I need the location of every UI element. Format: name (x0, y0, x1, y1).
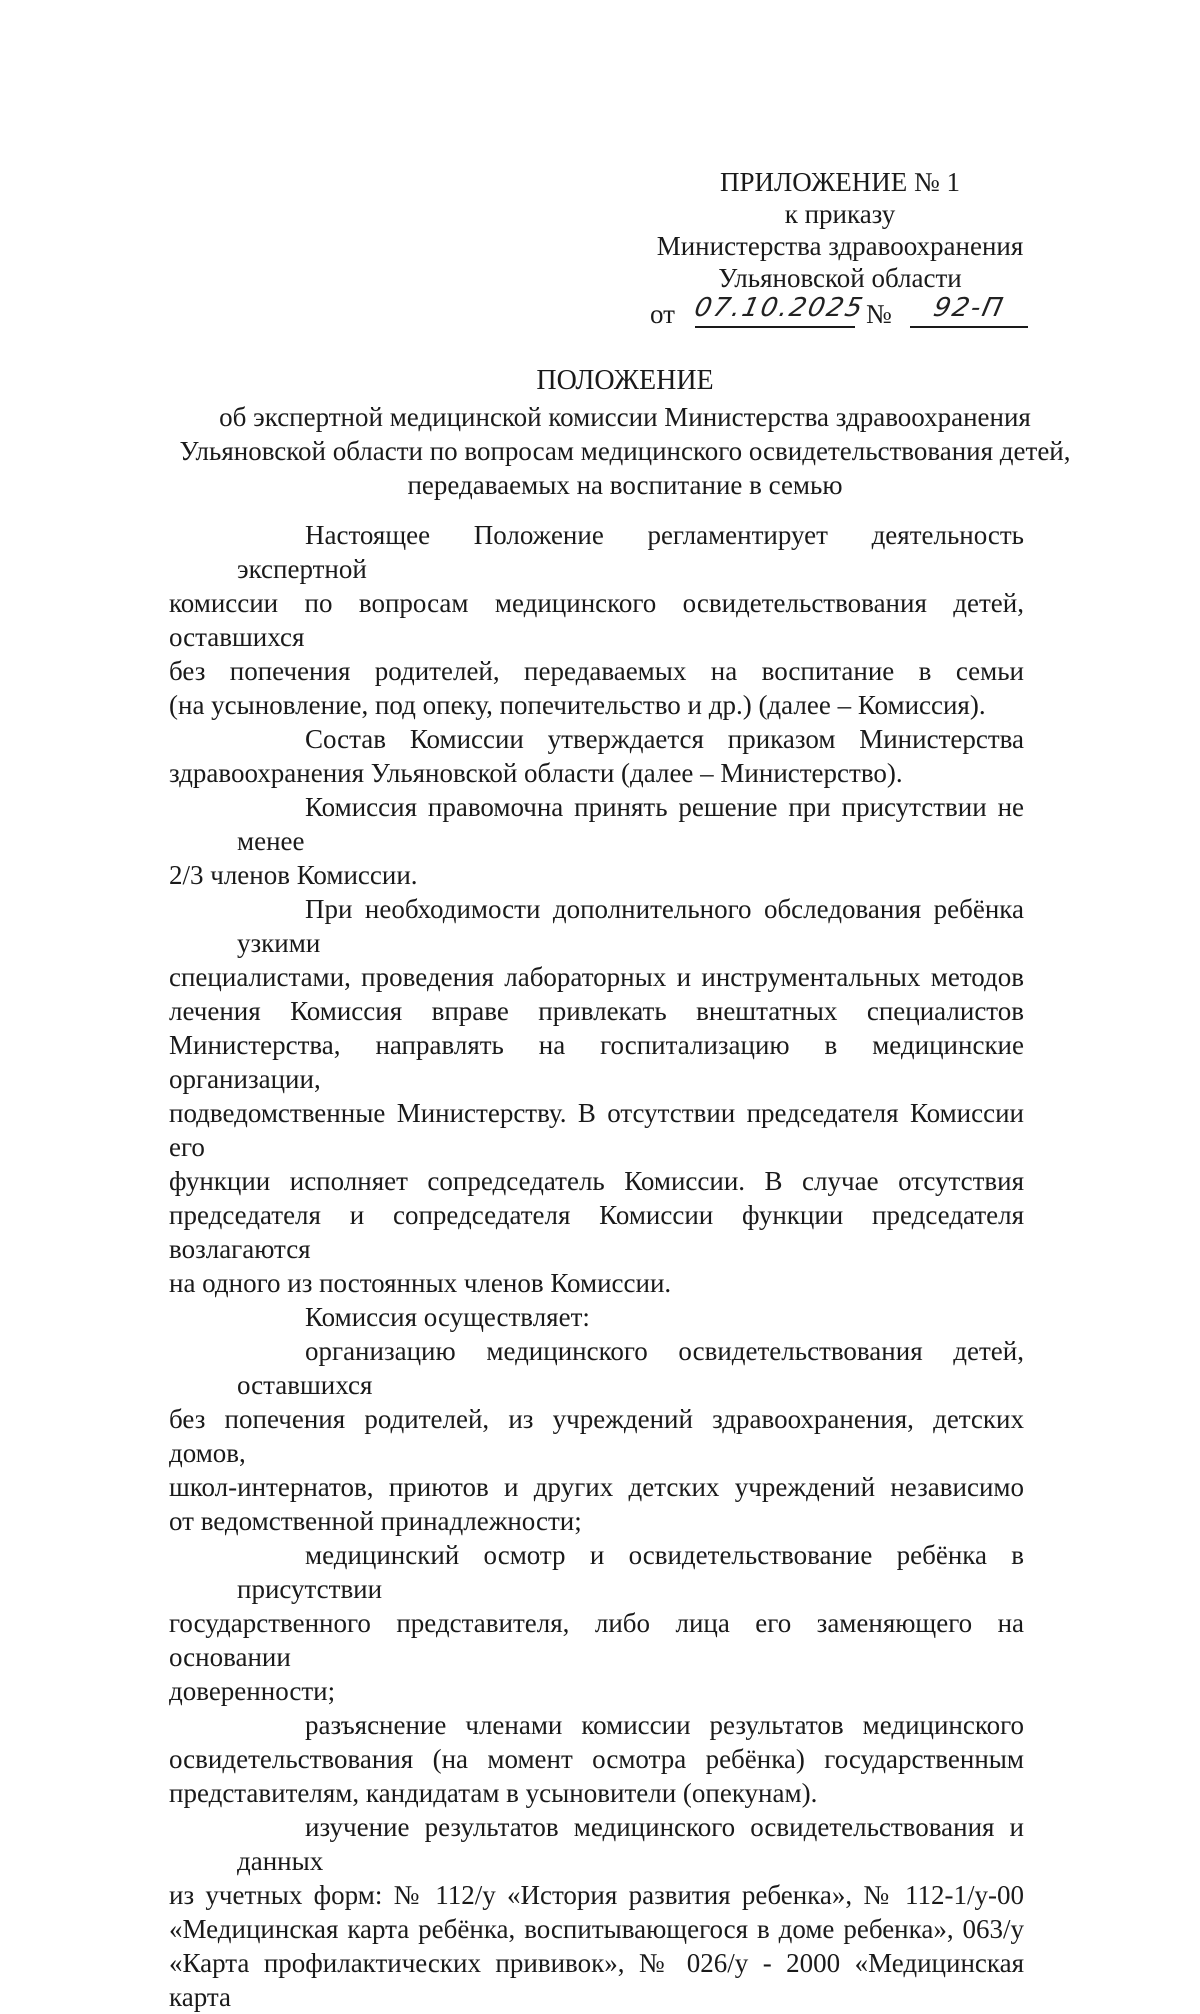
paragraph-line: (на усыновление, под опеку, попечительство и др.) (далее – Комиссия). (169, 690, 986, 720)
appendix-line-order: к приказу (784, 199, 896, 229)
paragraph (169, 722, 1024, 790)
paragraph-line: Комиссия правомочна принять решение при присутствии не менее (237, 792, 1024, 856)
document-subtitle-line-1: об экспертной медицинской комиссии Министерства здравоохранения (219, 402, 1031, 432)
from-label: от (650, 299, 675, 329)
paragraph-line: комиссии по вопросам медицинского освидетельствования детей, оставшихся (169, 588, 1024, 652)
appendix-header (640, 166, 1040, 332)
paragraph-line: подведомственные Министерству. В отсутствии председателя Комиссии его (169, 1098, 1024, 1162)
order-number-field (910, 293, 1028, 328)
paragraph-line: школ-интернатов, приютов и других детских учреждений независимо (169, 1472, 1024, 1502)
paragraph-line: на одного из постоянных членов Комиссии. (169, 1268, 672, 1298)
paragraph-line: государственного представителя, либо лица его заменяющего на основании (169, 1608, 1024, 1672)
appendix-line-ministry: Министерства здравоохранения (656, 231, 1024, 261)
paragraph-line: 2/3 членов Комиссии. (169, 860, 418, 890)
paragraph-line: медицинский осмотр и освидетельствование ребёнка в присутствии (237, 1540, 1024, 1604)
paragraph-line: освидетельствования (на момент осмотра ребёнка) государственным (169, 1744, 1024, 1774)
number-label: № (866, 299, 892, 329)
paragraph (169, 1708, 1024, 1810)
paragraph-line: При необходимости дополнительного обследования ребёнка узкими (237, 894, 1024, 958)
paragraph-line: разъяснение членами комиссии результатов медицинского (305, 1710, 1024, 1740)
order-date-field (691, 293, 868, 328)
document-subtitle-line-2: Ульяновской области по вопросам медицинского освидетельствования детей, (179, 436, 1071, 466)
paragraph (169, 1538, 1024, 1708)
paragraph-line: представителям, кандидатам в усыновители (опекунам). (169, 1778, 818, 1808)
paragraph-line: Министерства, направлять на госпитализацию в медицинские организации, (169, 1030, 1024, 1094)
paragraph (169, 892, 1024, 1300)
paragraph (169, 1300, 1024, 1334)
paragraph-line: Комиссия осуществляет: (305, 1302, 590, 1332)
appendix-title: ПРИЛОЖЕНИЕ № 1 (719, 167, 961, 197)
order-number-handwritten: 92-П (930, 293, 1008, 323)
paragraph-line: функции исполняет сопредседатель Комиссии. В случае отсутствия (169, 1166, 1024, 1196)
paragraph-line: без попечения родителей, из учреждений здравоохранения, детских домов, (169, 1404, 1024, 1468)
paragraph (169, 1334, 1024, 1538)
paragraph (169, 1810, 1024, 2014)
paragraph-line: без попечения родителей, передаваемых на воспитание в семьи (169, 656, 1024, 686)
paragraph-line: Состав Комиссии утверждается приказом Министерства (305, 724, 1024, 754)
paragraph-line: Настоящее Положение регламентирует деятельность экспертной (237, 520, 1024, 584)
document-title: ПОЛОЖЕНИЕ (536, 365, 714, 396)
document-heading (130, 364, 1120, 502)
document-subtitle-line-3: передаваемых на воспитание в семью (407, 470, 843, 500)
paragraph-line: «Карта профилактических прививок», № 026/у - 2000 «Медицинская карта (169, 1948, 1024, 2012)
appendix-line-region: Ульяновской области (718, 263, 962, 293)
order-date-handwritten: 07.10.2025 (691, 293, 868, 323)
paragraph (169, 518, 1024, 722)
paragraph-line: организацию медицинского освидетельствования детей, оставшихся (237, 1336, 1024, 1400)
paragraph-line: доверенности; (169, 1676, 336, 1706)
paragraph-line: здравоохранения Ульяновской области (далее – Министерство). (169, 758, 903, 788)
paragraph-line: лечения Комиссия вправе привлекать внештатных специалистов (169, 996, 1024, 1026)
paragraph-line: специалистами, проведения лабораторных и инструментальных методов (169, 962, 1024, 992)
paragraph-line: «Медицинская карта ребёнка, воспитывающегося в доме ребенка», 063/у (169, 1914, 1024, 1944)
paragraph-line: из учетных форм: № 112/у «История развития ребенка», № 112-1/у-00 (169, 1880, 1024, 1910)
paragraph-line: председателя и сопредседателя Комиссии функции председателя возлагаются (169, 1200, 1024, 1264)
order-date-number-line (640, 293, 1040, 332)
paragraph (169, 790, 1024, 892)
paragraph-line: от ведомственной принадлежности; (169, 1506, 582, 1536)
document-body (169, 518, 1024, 2014)
paragraph-line: изучение результатов медицинского освидетельствования и данных (237, 1812, 1024, 1876)
